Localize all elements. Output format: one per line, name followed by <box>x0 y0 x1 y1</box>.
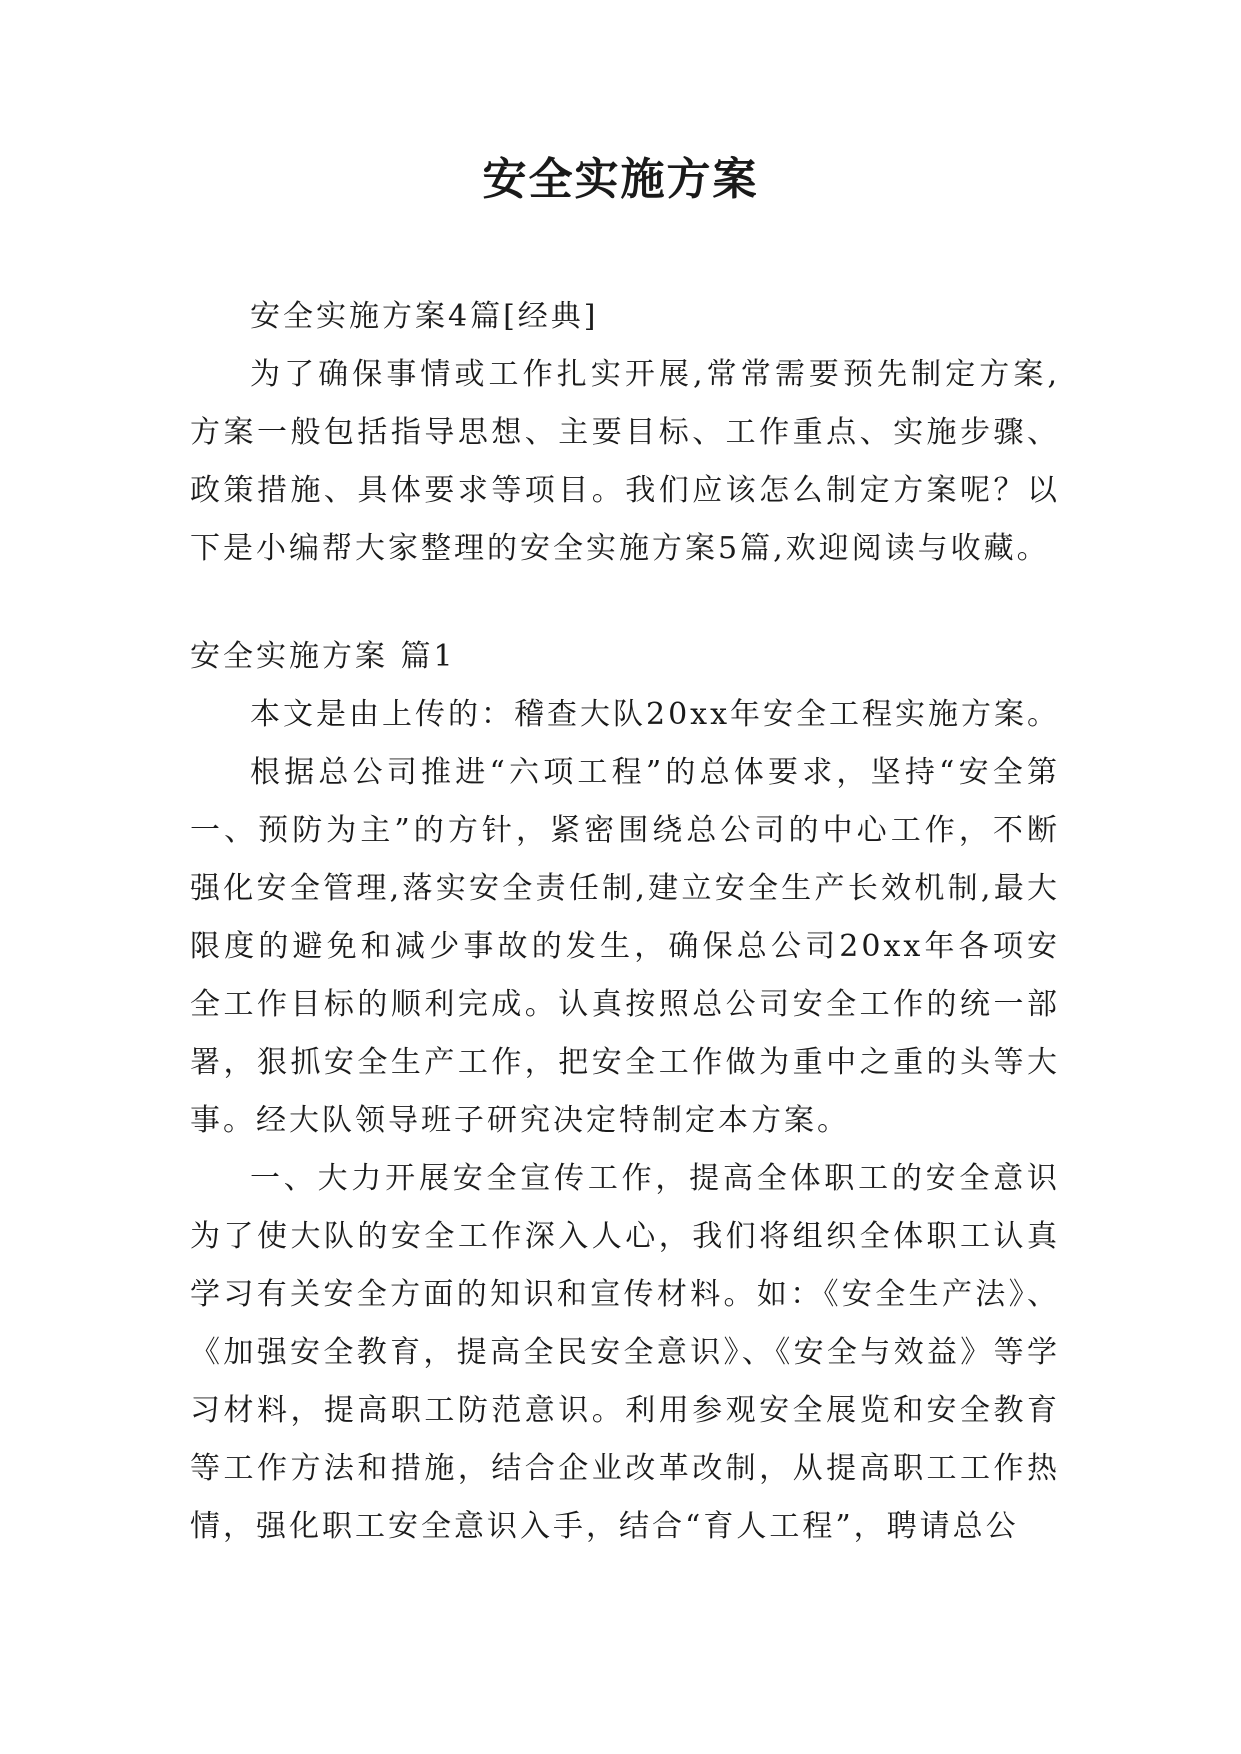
body-paragraph: 根据总公司推进“六项工程”的总体要求，坚持“安全第一、预防为主”的方针，紧密围绕总公司的中心工作，不断强化安全管理,落实安全责任制,建立安全生产长效机制,最大限度的避免和减少事故的发生，确保总公司20xx年各项安全工作目标的顺利完成。认真按照总公司安全工作的统一部署，狠抓安全生产工作，把安全工作做为重中之重的头等大事。经大队领导班子研究决定特制定本方案。 <box>190 755 1060 1138</box>
section-heading: 安全实施方案 篇1 <box>190 639 456 674</box>
body-paragraph: 本文是由上传的：稽查大队20xx年安全工程实施方案。 <box>250 697 1061 732</box>
document-title: 安全实施方案 <box>482 154 759 205</box>
document-subtitle: 安全实施方案4篇[经典] <box>250 299 599 334</box>
document-body <box>190 288 1060 1556</box>
intro-paragraph: 为了确保事情或工作扎实开展,常常需要预先制定方案,方案一般包括指导思想、主要目标、工作重点、实施步骤、政策措施、具体要求等项目。我们应该怎么制定方案呢？以下是小编帮大家整理的安全实施方案5篇,欢迎阅读与收藏。 <box>190 357 1060 566</box>
body-paragraph: 一、大力开展安全宣传工作，提高全体职工的安全意识为了使大队的安全工作深入人心，我们将组织全体职工认真学习有关安全方面的知识和宣传材料。如：《安全生产法》、《加强安全教育，提高全民安全意识》、《安全与效益》等学习材料，提高职工防范意识。利用参观安全展览和安全教育等工作方法和措施，结合企业改革改制，从提高职工工作热情，强化职工安全意识入手，结合“育人工程”，聘请总公 <box>190 1161 1060 1544</box>
